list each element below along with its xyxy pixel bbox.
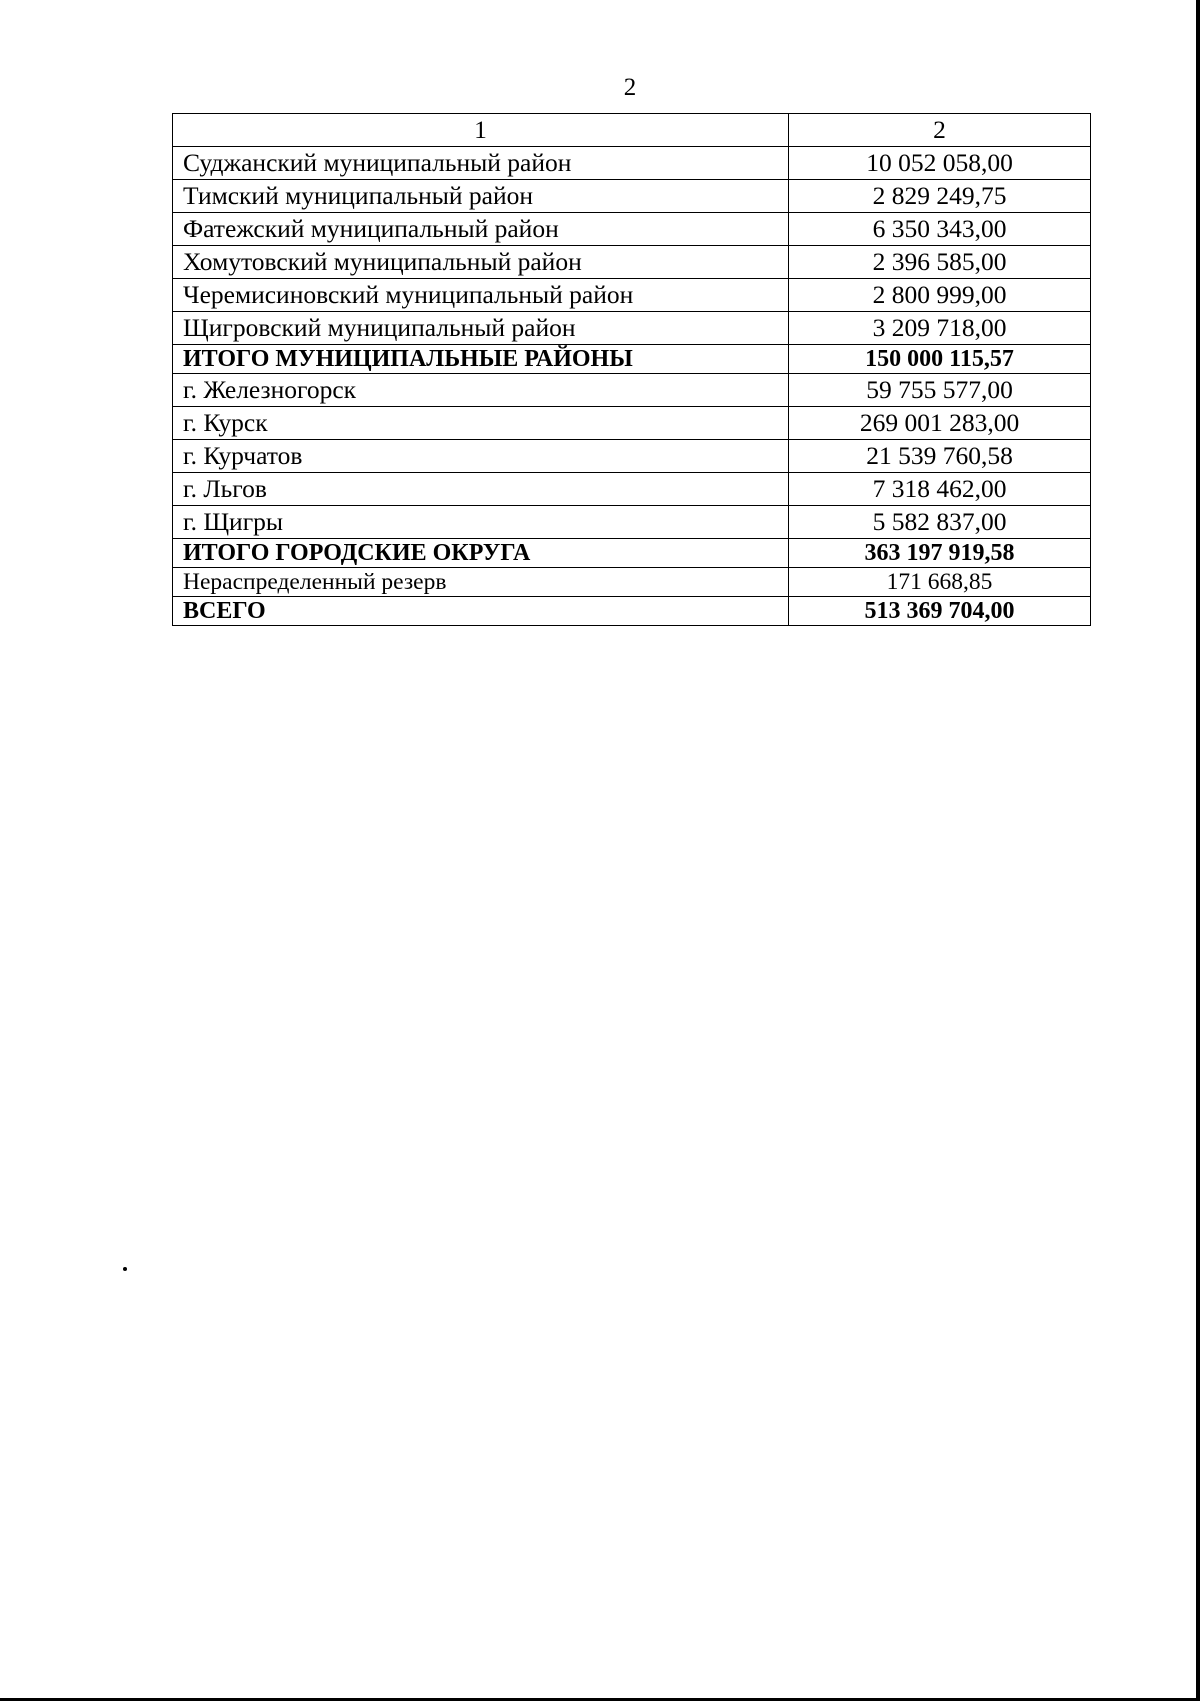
row-value-cell: 7 318 462,00 (789, 473, 1091, 506)
row-value-cell: 3 209 718,00 (789, 312, 1091, 345)
table-header-row (173, 114, 1091, 147)
table-row (173, 312, 1091, 345)
stray-dot (123, 1267, 127, 1271)
table-row (173, 213, 1091, 246)
table-row (173, 440, 1091, 473)
column-header-1: 1 (173, 114, 789, 147)
row-name-cell: ВСЕГО (173, 597, 789, 626)
table-row (173, 568, 1091, 597)
allocation-table (172, 113, 1091, 626)
row-name-cell: г. Железногорск (173, 374, 789, 407)
row-value-cell: 2 800 999,00 (789, 279, 1091, 312)
row-value-cell: 171 668,85 (789, 568, 1091, 597)
table-row (173, 147, 1091, 180)
column-header-2: 2 (789, 114, 1091, 147)
row-value-cell: 150 000 115,57 (789, 345, 1091, 374)
row-name-cell: г. Курск (173, 407, 789, 440)
row-name-cell: г. Курчатов (173, 440, 789, 473)
row-name-cell: Нераспределенный резерв (173, 568, 789, 597)
table-row (173, 345, 1091, 374)
row-value-cell: 363 197 919,58 (789, 539, 1091, 568)
table-row (173, 180, 1091, 213)
row-value-cell: 59 755 577,00 (789, 374, 1091, 407)
row-value-cell: 2 396 585,00 (789, 246, 1091, 279)
table-row (173, 597, 1091, 626)
row-value-cell: 2 829 249,75 (789, 180, 1091, 213)
row-name-cell: Тимский муниципальный район (173, 180, 789, 213)
row-value-cell: 21 539 760,58 (789, 440, 1091, 473)
table-row (173, 407, 1091, 440)
row-value-cell: 5 582 837,00 (789, 506, 1091, 539)
row-name-cell: г. Щигры (173, 506, 789, 539)
page-number: 2 (623, 74, 637, 101)
table-row (173, 246, 1091, 279)
row-name-cell: Суджанский муниципальный район (173, 147, 789, 180)
row-name-cell: Черемисиновский муниципальный район (173, 279, 789, 312)
row-name-cell: Фатежский муниципальный район (173, 213, 789, 246)
table-row (173, 374, 1091, 407)
row-value-cell: 10 052 058,00 (789, 147, 1091, 180)
table-row (173, 473, 1091, 506)
row-name-cell: ИТОГО ГОРОДСКИЕ ОКРУГА (173, 539, 789, 568)
row-name-cell: Щигровский муниципальный район (173, 312, 789, 345)
table-row (173, 506, 1091, 539)
row-name-cell: ИТОГО МУНИЦИПАЛЬНЫЕ РАЙОНЫ (173, 345, 789, 374)
row-value-cell: 513 369 704,00 (789, 597, 1091, 626)
row-value-cell: 6 350 343,00 (789, 213, 1091, 246)
table-row (173, 279, 1091, 312)
row-value-cell: 269 001 283,00 (789, 407, 1091, 440)
scan-edge-right (1196, 0, 1200, 1701)
row-name-cell: Хомутовский муниципальный район (173, 246, 789, 279)
table-row (173, 539, 1091, 568)
row-name-cell: г. Льгов (173, 473, 789, 506)
